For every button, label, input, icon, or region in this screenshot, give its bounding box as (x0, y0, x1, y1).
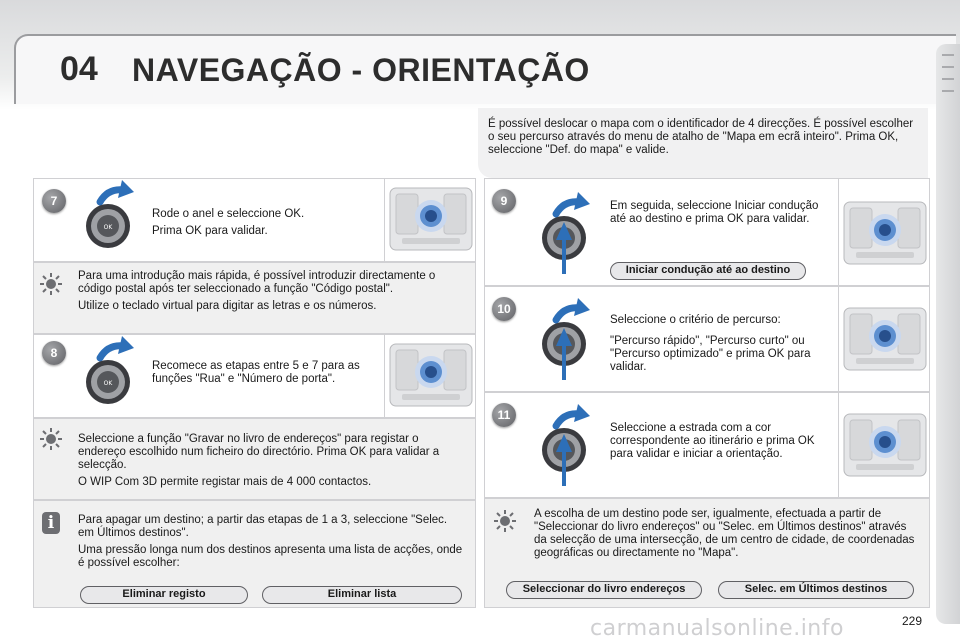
rotary-knob-icon (72, 180, 144, 252)
info-line-1: Para apagar um destino; a partir das etapas de 1 a 3, seleccione "Selec. em Últimos destinos". (78, 514, 448, 539)
radio-unit-icon (842, 408, 928, 484)
rotary-knob-icon (528, 192, 600, 276)
step10-line-2: "Percurso rápido", "Percurso curto" ou "Percurso optimizado" e prima OK para validar. (610, 335, 811, 373)
step9-text (610, 200, 832, 230)
step11-text (610, 422, 832, 465)
step10-line-1: Seleccione o critério de percurso: (610, 314, 781, 326)
info-icon: i (42, 512, 60, 534)
step11-line-1: Seleccione a estrada com a cor correspondente ao itinerário e prima OK para validar e iniciar a orientação. (610, 422, 815, 460)
radio-unit-icon (388, 338, 474, 414)
radio-unit-icon (388, 182, 474, 258)
note2-line-2: O WIP Com 3D permite registar mais de 4 000 contactos. (78, 476, 372, 488)
step-badge-7: 7 (42, 189, 66, 213)
step-badge-9: 9 (492, 189, 516, 213)
svg-text:OK: OK (103, 224, 113, 231)
step8-line-1: Recomece as etapas entre 5 e 7 para as funções "Rua" e "Número de porta". (152, 360, 360, 385)
step7-text (152, 208, 372, 242)
step7-line-2: Prima OK para validar. (152, 225, 268, 237)
right-note-line-1: A escolha de um destino pode ser, igualmente, efectuada a partir de "Seleccionar do livro endereços" ou "Selec. em Últimos destinos" através da selecção de uma intersecção, de um centro de cidade, de coordenadas geográficas ou directamente no "Mapa". (534, 508, 915, 559)
delete-list-button[interactable]: Eliminar lista (262, 586, 462, 604)
step-badge-10: 10 (492, 297, 516, 321)
sun-note-icon (40, 273, 62, 295)
note1-line-2: Utilize o teclado virtual para digitar as letras e os números. (78, 300, 377, 312)
note1-line-1: Para uma introdução mais rápida, é possível introduzir directamente o código postal após ter seleccionado a função "Código postal". (78, 270, 436, 295)
step9-line-1: Em seguida, seleccione Iniciar condução até ao destino e prima OK para validar. (610, 200, 819, 225)
intro-text: É possível deslocar o mapa com o identificador de 4 direcções. É possível escolher o seu percurso através do menu de atalho de "Mapa em ecrã inteiro". Prima OK, seleccione "Def. do mapa" e valide. (478, 108, 928, 178)
side-tab (936, 44, 960, 624)
note2-line-1: Seleccione a função "Gravar no livro de endereços" para registar o endereço escolhido num ficheiro do directório. Prima OK para validar a selecção. (78, 433, 440, 471)
radio-unit-icon (842, 196, 928, 272)
chapter-title: NAVEGAÇÃO - ORIENTAÇÃO (132, 52, 590, 88)
radio-unit-icon (842, 302, 928, 378)
rotary-knob-icon (72, 336, 144, 408)
watermark: carmanualsonline.info (590, 616, 844, 640)
step-badge-11: 11 (492, 403, 516, 427)
sun-note-icon (40, 428, 62, 450)
info-text (78, 514, 463, 574)
select-recent-destinations-button[interactable]: Selec. em Últimos destinos (718, 581, 914, 599)
rotary-knob-icon (528, 298, 600, 382)
step10-text (610, 314, 832, 378)
page-number: 229 (902, 614, 923, 628)
step7-line-1: Rode o anel e seleccione OK. (152, 208, 305, 220)
select-from-address-book-button[interactable]: Seleccionar do livro endereços (506, 581, 702, 599)
start-guidance-button[interactable]: Iniciar condução até ao destino (610, 262, 806, 280)
delete-entry-button[interactable]: Eliminar registo (80, 586, 248, 604)
rotary-knob-icon (528, 404, 600, 488)
note1-text (78, 270, 458, 317)
chapter-number: 04 (60, 50, 98, 88)
note2-text (78, 433, 463, 493)
right-note-text (534, 508, 918, 564)
svg-text:OK: OK (103, 380, 113, 387)
step8-text (152, 360, 372, 390)
step-badge-8: 8 (42, 341, 66, 365)
info-line-2: Uma pressão longa num dos destinos apresenta uma lista de acções, onde é possível escolher: (78, 544, 463, 569)
sun-note-icon (494, 510, 516, 532)
